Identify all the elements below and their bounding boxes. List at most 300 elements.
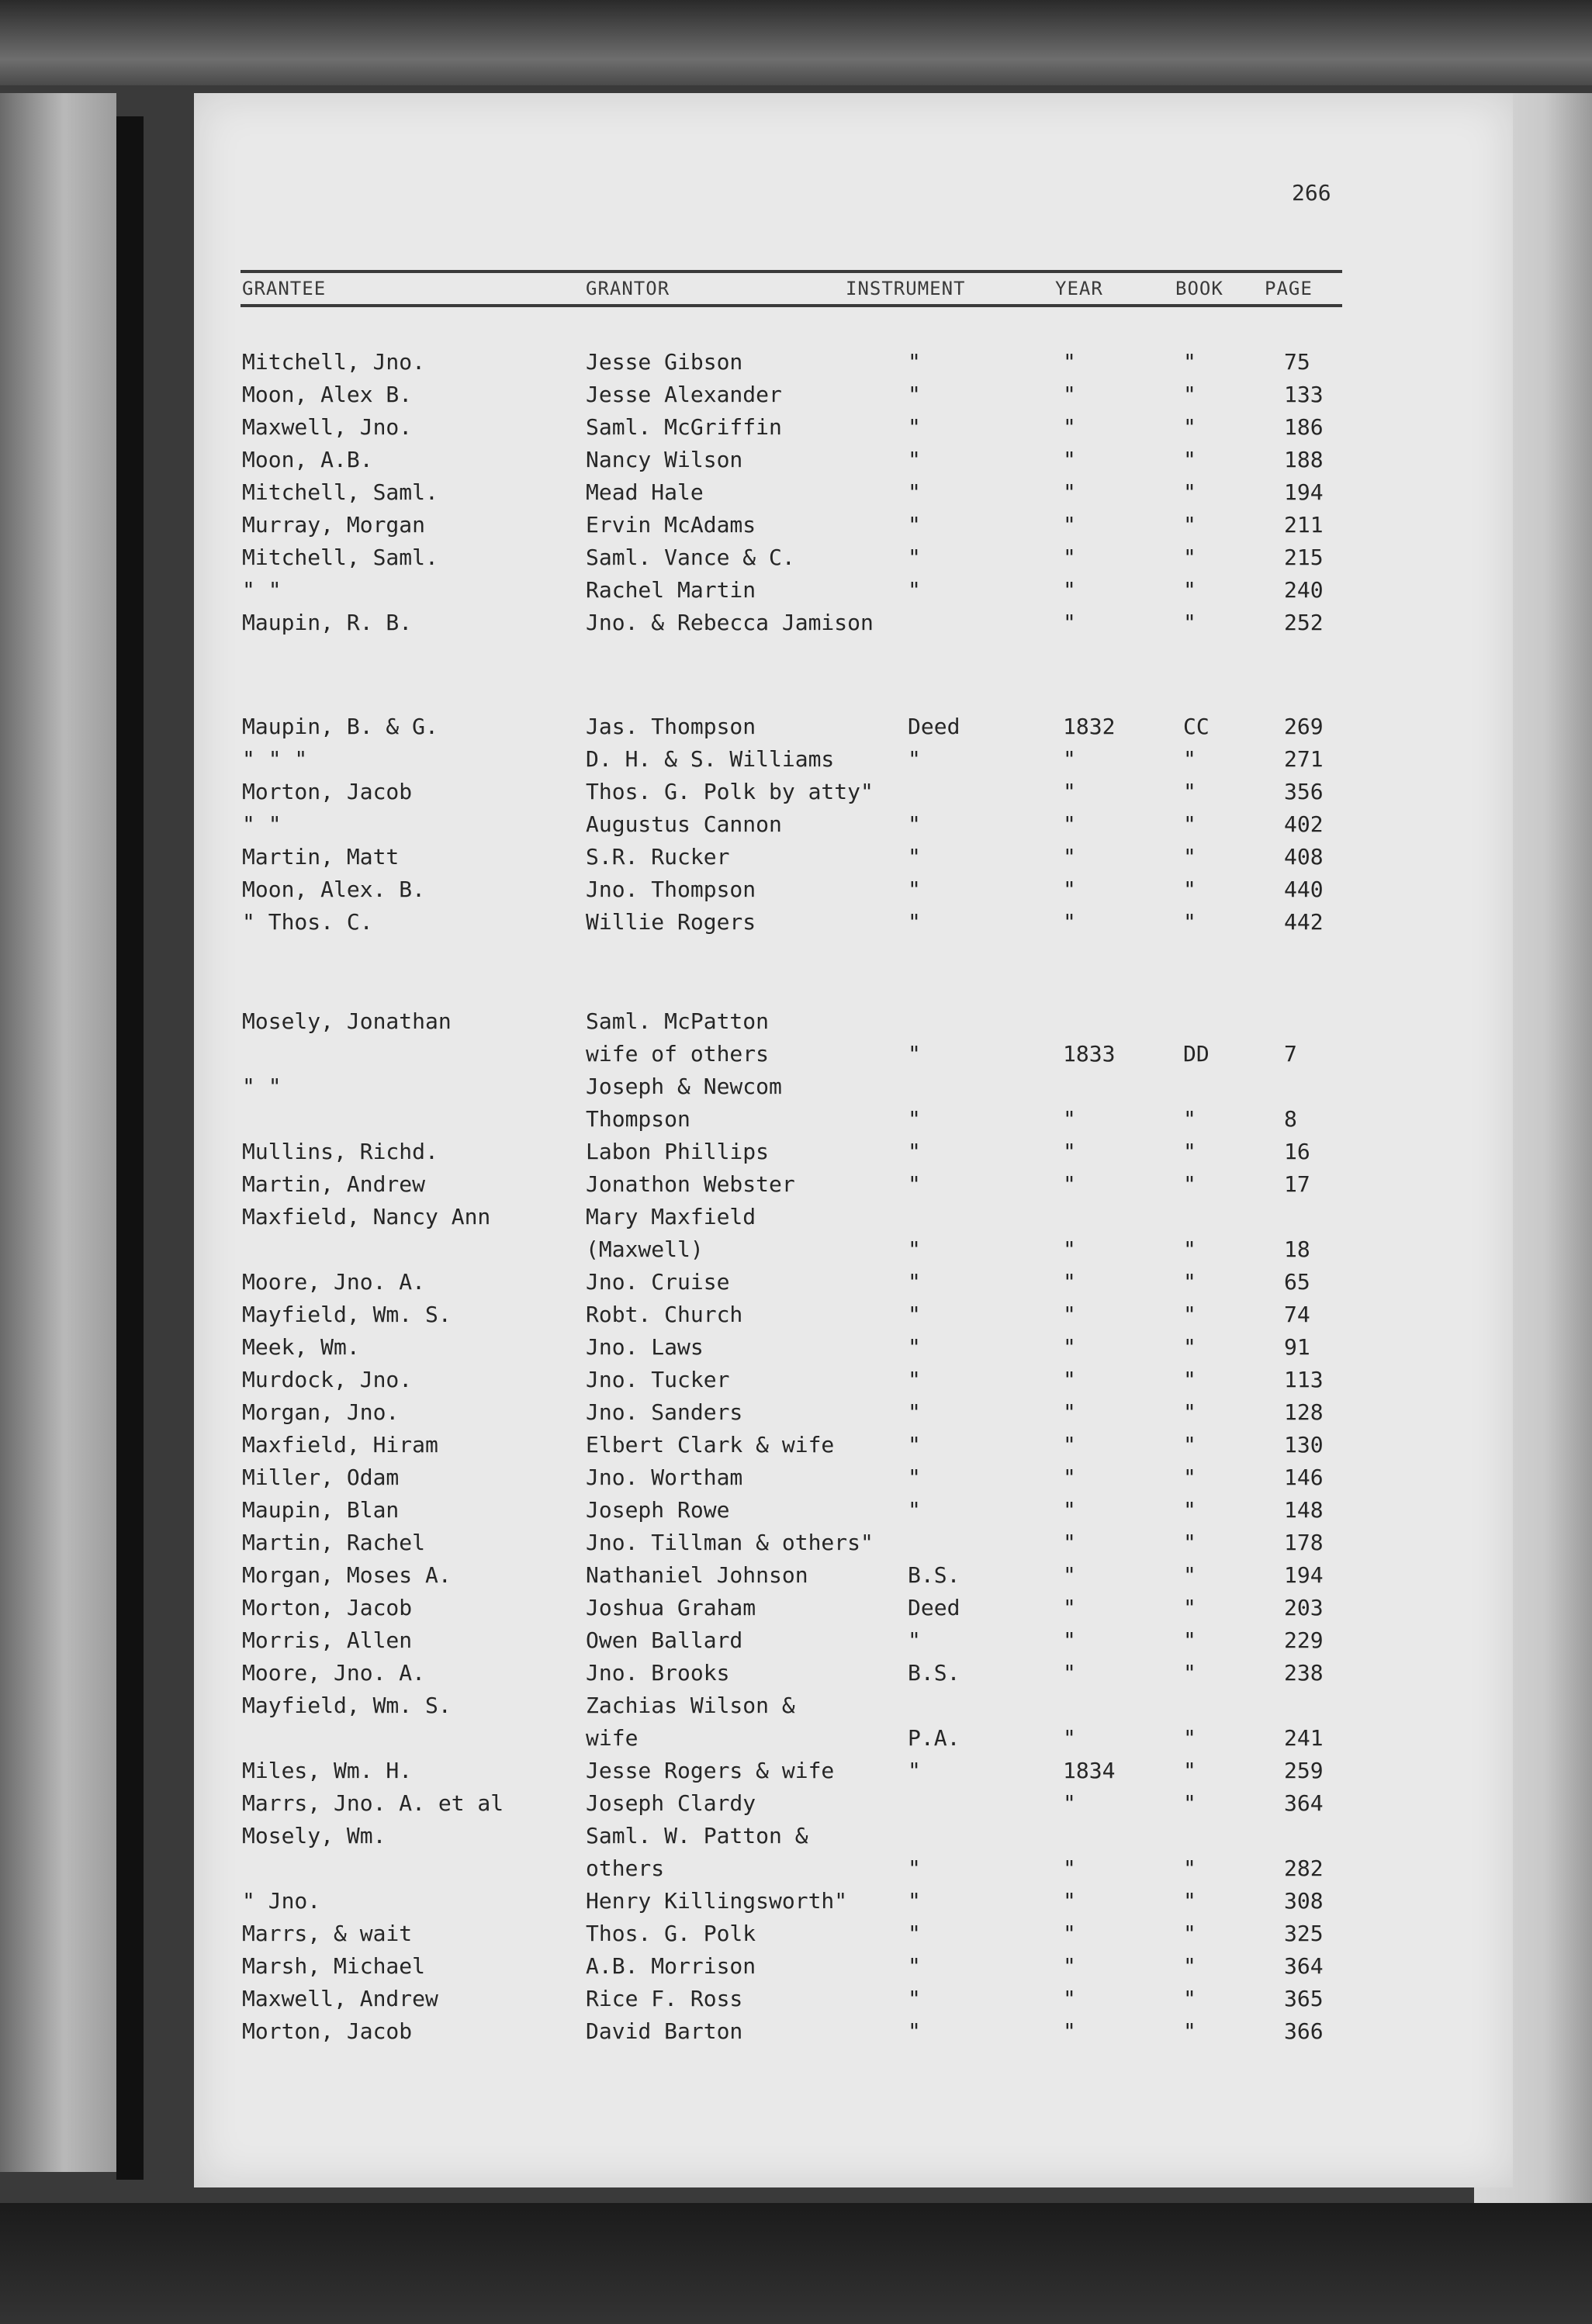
cell-instrument: B.S. (908, 1562, 960, 1588)
cell-grantee: Morton, Jacob (242, 1595, 413, 1620)
cell-grantee: Moore, Jno. A. (242, 1269, 426, 1295)
table-row (194, 479, 1513, 512)
cell-year: " (1063, 1171, 1076, 1197)
book-gutter (116, 116, 144, 2180)
cell-book: " (1183, 1627, 1196, 1653)
table-row (194, 1269, 1513, 1302)
cell-page: 178 (1284, 1530, 1324, 1555)
cell-grantee: Maupin, R. B. (242, 610, 413, 635)
top-background (0, 0, 1592, 85)
cell-page: 325 (1284, 1921, 1324, 1946)
table-row (194, 1953, 1513, 1986)
cell-grantor: others (586, 1855, 665, 1881)
table-row (194, 909, 1513, 942)
cell-book: " (1183, 1432, 1196, 1458)
cell-grantee: Maxwell, Andrew (242, 1986, 438, 2011)
table-row (194, 1106, 1513, 1139)
table-row (194, 1139, 1513, 1171)
table-row (194, 1758, 1513, 1790)
cell-book: " (1183, 909, 1196, 935)
cell-year: " (1063, 746, 1076, 772)
cell-instrument: " (908, 447, 921, 472)
cell-book: " (1183, 610, 1196, 635)
cell-page: 211 (1284, 512, 1324, 538)
cell-grantee: " Jno. (242, 1888, 321, 1914)
cell-year: " (1063, 1106, 1076, 1132)
cell-page: 148 (1284, 1497, 1324, 1523)
cell-page: 238 (1284, 1660, 1324, 1686)
cell-book: " (1183, 349, 1196, 375)
cell-grantor: Jesse Gibson (586, 349, 743, 375)
cell-grantee: Murdock, Jno. (242, 1367, 413, 1392)
cell-year: " (1063, 1921, 1076, 1946)
cell-instrument: " (908, 1367, 921, 1392)
cell-book: " (1183, 1465, 1196, 1490)
cell-grantor: Jno. Thompson (586, 877, 756, 902)
cell-grantee: Mosely, Wm. (242, 1823, 386, 1848)
cell-page: 194 (1284, 1562, 1324, 1588)
header-grantee: GRANTEE (242, 278, 327, 299)
cell-grantee: " " (242, 577, 282, 603)
cell-book: " (1183, 1106, 1196, 1132)
cell-page: 146 (1284, 1465, 1324, 1490)
cell-book: " (1183, 1269, 1196, 1295)
table-row (194, 1595, 1513, 1627)
cell-page: 74 (1284, 1302, 1310, 1327)
table-row (194, 844, 1513, 877)
cell-grantor: Elbert Clark & wife (586, 1432, 835, 1458)
table-row (194, 1334, 1513, 1367)
cell-grantee: Moon, A.B. (242, 447, 373, 472)
cell-instrument: B.S. (908, 1660, 960, 1686)
cell-grantee: Martin, Matt (242, 844, 400, 870)
cell-year: " (1063, 577, 1076, 603)
table-row (194, 414, 1513, 447)
cell-instrument: " (908, 1497, 921, 1523)
cell-grantor: Joseph Rowe (586, 1497, 730, 1523)
table-row (194, 1204, 1513, 1236)
cell-year: " (1063, 1367, 1076, 1392)
cell-page: 271 (1284, 746, 1324, 772)
cell-grantee: Mitchell, Saml. (242, 479, 438, 505)
cell-grantee: Miles, Wm. H. (242, 1758, 413, 1783)
cell-grantee: Morton, Jacob (242, 2018, 413, 2044)
table-row (194, 811, 1513, 844)
cell-page: 308 (1284, 1888, 1324, 1914)
cell-book: " (1183, 1302, 1196, 1327)
cell-page: 75 (1284, 349, 1310, 375)
cell-page: 188 (1284, 447, 1324, 472)
cell-instrument: " (908, 844, 921, 870)
cell-grantor: (Maxwell) (586, 1236, 704, 1262)
cell-book: CC (1183, 714, 1210, 739)
cell-grantee: Mayfield, Wm. S. (242, 1693, 452, 1718)
cell-year: " (1063, 1595, 1076, 1620)
cell-book: " (1183, 1334, 1196, 1360)
table-row (194, 779, 1513, 811)
cell-year: " (1063, 1986, 1076, 2011)
cell-year: 1833 (1063, 1041, 1116, 1067)
cell-page: 259 (1284, 1758, 1324, 1783)
table-row (194, 1921, 1513, 1953)
table-row (194, 1986, 1513, 2018)
header-rule-top (241, 270, 1342, 273)
cell-instrument: " (908, 1627, 921, 1653)
cell-grantor: Nancy Wilson (586, 447, 743, 472)
cell-grantee: " Thos. C. (242, 909, 373, 935)
header-page: PAGE (1265, 278, 1313, 299)
cell-instrument: " (908, 877, 921, 902)
cell-grantor: Saml. Vance & C. (586, 545, 795, 570)
cell-grantor: Jno. Brooks (586, 1660, 730, 1686)
cell-grantee: Maupin, B. & G. (242, 714, 438, 739)
cell-grantee: Moon, Alex. B. (242, 877, 426, 902)
cell-book: " (1183, 746, 1196, 772)
cell-grantee: Moore, Jno. A. (242, 1660, 426, 1686)
cell-page: 7 (1284, 1041, 1297, 1067)
cell-instrument: " (908, 414, 921, 440)
cell-year: " (1063, 1399, 1076, 1425)
cell-year: " (1063, 1725, 1076, 1751)
cell-instrument: " (908, 512, 921, 538)
cell-grantee: Mosely, Jonathan (242, 1008, 452, 1034)
cell-page: 364 (1284, 1790, 1324, 1816)
cell-instrument: " (908, 1269, 921, 1295)
cell-grantor: Willie Rogers (586, 909, 756, 935)
cell-year: " (1063, 1465, 1076, 1490)
cell-grantor: A.B. Morrison (586, 1953, 756, 1979)
cell-grantor: Mary Maxfield (586, 1204, 756, 1229)
cell-year: " (1063, 877, 1076, 902)
cell-grantor: Ervin McAdams (586, 512, 756, 538)
table-row (194, 382, 1513, 414)
table-row (194, 1725, 1513, 1758)
cell-grantor: Jno. Cruise (586, 1269, 730, 1295)
cell-year: " (1063, 1855, 1076, 1881)
cell-grantee: " " (242, 1074, 282, 1099)
cell-page: 365 (1284, 1986, 1324, 2011)
cell-page: 128 (1284, 1399, 1324, 1425)
cell-instrument: " (908, 1758, 921, 1783)
table-row (194, 1432, 1513, 1465)
cell-grantor: Saml. McPatton (586, 1008, 770, 1034)
cell-instrument: " (908, 577, 921, 603)
cell-page: 252 (1284, 610, 1324, 635)
cell-page: 130 (1284, 1432, 1324, 1458)
cell-grantor: Augustus Cannon (586, 811, 782, 837)
table-row (194, 1302, 1513, 1334)
page-number: 266 (1292, 180, 1331, 206)
cell-grantor: Jas. Thompson (586, 714, 756, 739)
header-rule-bottom (241, 304, 1342, 307)
cell-instrument: " (908, 1953, 921, 1979)
table-row (194, 1497, 1513, 1530)
cell-book: " (1183, 1497, 1196, 1523)
cell-book: " (1183, 1367, 1196, 1392)
cell-grantor: Labon Phillips (586, 1139, 770, 1164)
cell-book: " (1183, 877, 1196, 902)
cell-grantor: Jno. Sanders (586, 1399, 743, 1425)
table-row (194, 1171, 1513, 1204)
table-row (194, 1790, 1513, 1823)
cell-instrument: " (908, 1171, 921, 1197)
table-row (194, 877, 1513, 909)
table-row (194, 577, 1513, 610)
table-row (194, 1008, 1513, 1041)
table-row (194, 1367, 1513, 1399)
cell-grantor: Jesse Rogers & wife (586, 1758, 835, 1783)
bottom-background (0, 2203, 1592, 2324)
cell-book: " (1183, 1595, 1196, 1620)
cell-book: " (1183, 512, 1196, 538)
cell-year: " (1063, 1530, 1076, 1555)
cell-page: 408 (1284, 844, 1324, 870)
table-row (194, 1855, 1513, 1888)
cell-year: " (1063, 2018, 1076, 2044)
cell-grantor: wife of others (586, 1041, 770, 1067)
cell-year: " (1063, 1497, 1076, 1523)
cell-book: " (1183, 1530, 1196, 1555)
cell-instrument: Deed (908, 1595, 960, 1620)
cell-year: " (1063, 545, 1076, 570)
cell-instrument: P.A. (908, 1725, 960, 1751)
cell-instrument: " (908, 479, 921, 505)
header-year: YEAR (1055, 278, 1103, 299)
cell-instrument: " (908, 349, 921, 375)
table-row (194, 349, 1513, 382)
cell-year: " (1063, 1269, 1076, 1295)
cell-instrument: " (908, 1432, 921, 1458)
cell-page: 229 (1284, 1627, 1324, 1653)
cell-instrument: " (908, 1921, 921, 1946)
table-row (194, 2018, 1513, 2051)
cell-book: " (1183, 811, 1196, 837)
cell-book: " (1183, 1562, 1196, 1588)
cell-grantor: David Barton (586, 2018, 743, 2044)
cell-book: " (1183, 1758, 1196, 1783)
cell-page: 364 (1284, 1953, 1324, 1979)
cell-page: 186 (1284, 414, 1324, 440)
cell-grantor: Jno. Tucker (586, 1367, 730, 1392)
cell-grantor: Thos. G. Polk (586, 1921, 756, 1946)
table-row (194, 1465, 1513, 1497)
cell-grantor: Nathaniel Johnson (586, 1562, 808, 1588)
cell-grantee: Meek, Wm. (242, 1334, 360, 1360)
cell-instrument: " (908, 1302, 921, 1327)
cell-book: " (1183, 1921, 1196, 1946)
cell-page: 133 (1284, 382, 1324, 407)
table-row (194, 746, 1513, 779)
cell-instrument: " (908, 1399, 921, 1425)
cell-grantor: Joseph Clardy (586, 1790, 756, 1816)
cell-year: " (1063, 1236, 1076, 1262)
cell-page: 269 (1284, 714, 1324, 739)
cell-page: 440 (1284, 877, 1324, 902)
cell-book: " (1183, 1986, 1196, 2011)
cell-page: 18 (1284, 1236, 1310, 1262)
cell-page: 215 (1284, 545, 1324, 570)
cell-grantee: Marsh, Michael (242, 1953, 426, 1979)
cell-book: " (1183, 1171, 1196, 1197)
cell-instrument: " (908, 1334, 921, 1360)
cell-book: " (1183, 1725, 1196, 1751)
cell-grantee: Moon, Alex B. (242, 382, 413, 407)
table-row (194, 1530, 1513, 1562)
cell-grantor: Rice F. Ross (586, 1986, 743, 2011)
cell-instrument: " (908, 909, 921, 935)
cell-page: 240 (1284, 577, 1324, 603)
cell-instrument: Deed (908, 714, 960, 739)
cell-year: " (1063, 811, 1076, 837)
table-row (194, 714, 1513, 746)
cell-grantor: Saml. McGriffin (586, 414, 782, 440)
cell-grantee: Morgan, Jno. (242, 1399, 400, 1425)
cell-page: 366 (1284, 2018, 1324, 2044)
header-grantor: GRANTOR (586, 278, 670, 299)
cell-year: " (1063, 512, 1076, 538)
table-row (194, 1627, 1513, 1660)
cell-instrument: " (908, 811, 921, 837)
table-row (194, 610, 1513, 642)
cell-grantee: Maupin, Blan (242, 1497, 400, 1523)
cell-page: 8 (1284, 1106, 1297, 1132)
cell-year: " (1063, 479, 1076, 505)
table-row (194, 447, 1513, 479)
cell-grantor: S.R. Rucker (586, 844, 730, 870)
cell-grantee: Marrs, & wait (242, 1921, 413, 1946)
cell-grantor: Owen Ballard (586, 1627, 743, 1653)
cell-page: 17 (1284, 1171, 1310, 1197)
cell-book: DD (1183, 1041, 1210, 1067)
cell-year: " (1063, 414, 1076, 440)
cell-grantor: Saml. W. Patton & (586, 1823, 808, 1848)
cell-book: " (1183, 1660, 1196, 1686)
cell-grantee: Mitchell, Saml. (242, 545, 438, 570)
cell-grantee: Maxfield, Nancy Ann (242, 1204, 491, 1229)
cell-grantor: Joseph & Newcom (586, 1074, 782, 1099)
cell-year: " (1063, 1790, 1076, 1816)
table-row (194, 1888, 1513, 1921)
cell-year: " (1063, 1953, 1076, 1979)
cell-page: 282 (1284, 1855, 1324, 1881)
cell-book: " (1183, 1139, 1196, 1164)
cell-book: " (1183, 844, 1196, 870)
cell-page: 194 (1284, 479, 1324, 505)
cell-grantee: " " " (242, 746, 308, 772)
cell-grantee: Morgan, Moses A. (242, 1562, 452, 1588)
cell-year: " (1063, 1888, 1076, 1914)
cell-instrument: " (908, 545, 921, 570)
cell-page: 65 (1284, 1269, 1310, 1295)
cell-book: " (1183, 577, 1196, 603)
cell-instrument: " (908, 1236, 921, 1262)
cell-grantor: Zachias Wilson & (586, 1693, 795, 1718)
table-row (194, 1074, 1513, 1106)
cell-grantee: " " (242, 811, 282, 837)
cell-year: 1834 (1063, 1758, 1116, 1783)
cell-year: " (1063, 1660, 1076, 1686)
table-row (194, 1399, 1513, 1432)
table-row (194, 545, 1513, 577)
cell-page: 356 (1284, 779, 1324, 804)
cell-grantee: Maxwell, Jno. (242, 414, 413, 440)
table-row (194, 1236, 1513, 1269)
cell-book: " (1183, 382, 1196, 407)
cell-grantee: Morris, Allen (242, 1627, 413, 1653)
cell-grantor: Rachel Martin (586, 577, 756, 603)
cell-grantor: Jno. Wortham (586, 1465, 743, 1490)
table-row (194, 1562, 1513, 1595)
cell-book: " (1183, 1399, 1196, 1425)
cell-book: " (1183, 1790, 1196, 1816)
cell-year: " (1063, 1139, 1076, 1164)
cell-year: " (1063, 447, 1076, 472)
cell-grantor: D. H. & S. Williams (586, 746, 835, 772)
cell-book: " (1183, 545, 1196, 570)
table-row (194, 1660, 1513, 1693)
cell-page: 113 (1284, 1367, 1324, 1392)
cell-book: " (1183, 2018, 1196, 2044)
cell-year: " (1063, 1334, 1076, 1360)
cell-instrument: " (908, 1041, 921, 1067)
cell-grantor: Thompson (586, 1106, 690, 1132)
cell-book: " (1183, 1855, 1196, 1881)
table-row (194, 1041, 1513, 1074)
cell-book: " (1183, 1236, 1196, 1262)
cell-grantor: Jno. Laws (586, 1334, 704, 1360)
cell-grantor: Joshua Graham (586, 1595, 756, 1620)
cell-instrument: " (908, 2018, 921, 2044)
cell-year: " (1063, 844, 1076, 870)
document-page (194, 93, 1513, 2187)
cell-page: 203 (1284, 1595, 1324, 1620)
cell-grantor: Henry Killingsworth" (586, 1888, 848, 1914)
cell-book: " (1183, 1888, 1196, 1914)
table-row (194, 512, 1513, 545)
cell-grantee: Martin, Rachel (242, 1530, 426, 1555)
cell-year: " (1063, 610, 1076, 635)
cell-instrument: " (908, 1465, 921, 1490)
cell-grantor: Mead Hale (586, 479, 704, 505)
cell-year: " (1063, 779, 1076, 804)
cell-book: " (1183, 1953, 1196, 1979)
cell-year: " (1063, 349, 1076, 375)
header-instrument: INSTRUMENT (846, 278, 966, 299)
cell-instrument: " (908, 1139, 921, 1164)
header-book: BOOK (1175, 278, 1223, 299)
table-row (194, 1823, 1513, 1855)
cell-page: 16 (1284, 1139, 1310, 1164)
cell-book: " (1183, 447, 1196, 472)
cell-page: 241 (1284, 1725, 1324, 1751)
cell-grantee: Miller, Odam (242, 1465, 400, 1490)
cell-grantee: Morton, Jacob (242, 779, 413, 804)
cell-grantor: Jno. & Rebecca Jamison (586, 610, 874, 635)
cell-grantee: Maxfield, Hiram (242, 1432, 438, 1458)
cell-grantor: Thos. G. Polk by atty" (586, 779, 874, 804)
cell-page: 442 (1284, 909, 1324, 935)
cell-instrument: " (908, 746, 921, 772)
cell-book: " (1183, 479, 1196, 505)
cell-page: 402 (1284, 811, 1324, 837)
cell-book: " (1183, 414, 1196, 440)
cell-year: 1832 (1063, 714, 1116, 739)
adjacent-page-edge (0, 93, 116, 2172)
cell-year: " (1063, 1627, 1076, 1653)
cell-grantor: Jno. Tillman & others" (586, 1530, 874, 1555)
table-row (194, 1693, 1513, 1725)
cell-grantee: Murray, Morgan (242, 512, 426, 538)
